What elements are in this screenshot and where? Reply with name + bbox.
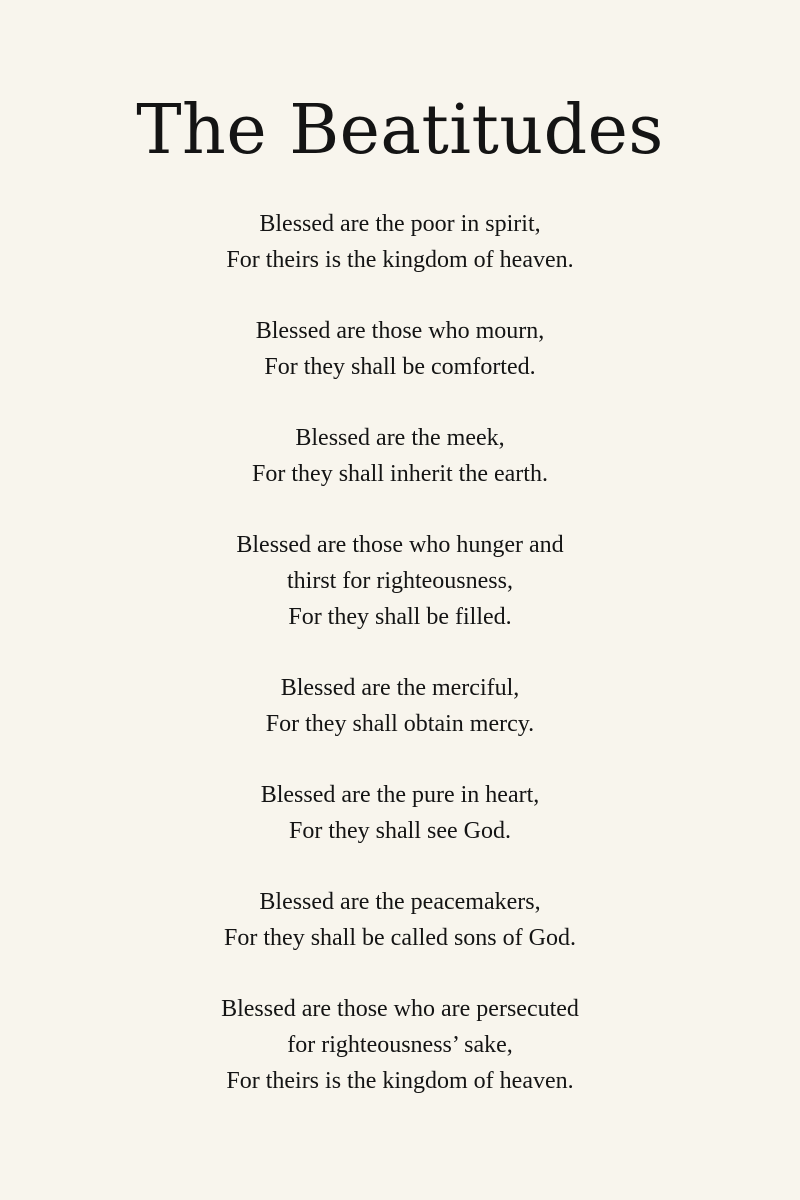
verse-line: For they shall be called sons of God. (224, 925, 576, 951)
verse-line: Blessed are the merciful, (280, 675, 520, 701)
verse-line: for righteousness’ sake, (287, 1032, 513, 1058)
stanza (0, 313, 800, 385)
poem-title: The Beatitudes (136, 91, 664, 170)
verse-line: For they shall obtain mercy. (265, 711, 535, 737)
verse-line: Blessed are those who hunger and (236, 532, 564, 558)
stanza (0, 777, 800, 849)
verse-line: For theirs is the kingdom of heaven. (226, 1068, 574, 1094)
verse-line: Blessed are those who are persecuted (221, 996, 579, 1022)
stanza (0, 527, 800, 635)
stanza (0, 991, 800, 1099)
verse-line: thirst for righteousness, (287, 568, 513, 594)
stanza (0, 670, 800, 742)
stanza (0, 206, 800, 278)
verse-line: Blessed are the pure in heart, (260, 782, 540, 808)
verse-line: Blessed are the poor in spirit, (259, 211, 541, 237)
verse-line: Blessed are the meek, (295, 425, 505, 451)
verse-line: For they shall be comforted. (264, 354, 536, 380)
stanza (0, 420, 800, 492)
verse-line: For they shall see God. (289, 818, 511, 844)
verse-line: For they shall inherit the earth. (252, 461, 548, 487)
verse-line: Blessed are the peacemakers, (259, 889, 541, 915)
poem-body (0, 206, 800, 1134)
verse-line: For they shall be filled. (288, 604, 512, 630)
verse-line: Blessed are those who mourn, (255, 318, 545, 344)
stanza (0, 884, 800, 956)
verse-line: For theirs is the kingdom of heaven. (226, 247, 574, 273)
